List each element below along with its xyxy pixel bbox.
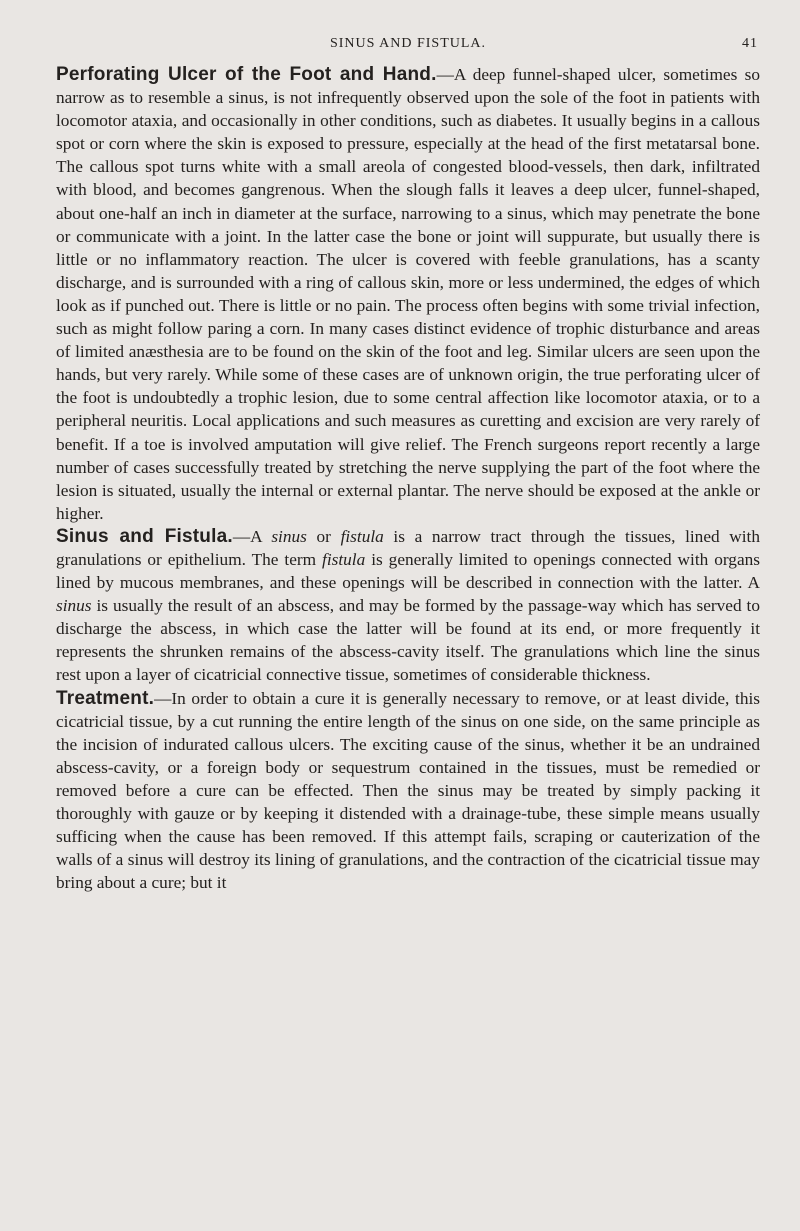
italic-term: sinus (56, 596, 92, 616)
italic-term: fistula (340, 526, 384, 546)
running-title: SINUS AND FISTULA. (329, 36, 487, 51)
paragraph-perforating-ulcer (56, 63, 760, 525)
text-run: or (306, 526, 341, 546)
text-run: is a narrow tract through the tissues, lined with granulations or epithelium. The term (56, 526, 761, 569)
italic-term: fistula (322, 549, 366, 569)
section-heading: Perforating Ulcer of the Foot and Hand. (56, 64, 437, 85)
paragraph-text: —A deep funnel-shaped ulcer, sometimes so narrow as to resemble a sinus, is not infrequently observed upon the sole of the foot in patients with locomotor ataxia, and occasionally in other conditions, such as diabetes. It usually begins in a callous spot or corn where the skin is exposed to pressure, especially at the head of the first metatarsal bone. The callous spot turns white with a small areola of congested blood-vessels, then dark, infiltrated with blood, and becomes gangrenous. When the slough falls it leaves a deep ulcer, funnel-shaped, about one-half an inch in diameter at the surface, narrowing to a sinus, which may penetrate the bone or communicate with a joint. In the latter case the bone or joint will suppurate, but usually there is little or no inflammatory reaction. The ulcer is covered with feeble granulations, has a scanty discharge, and is surrounded with a ring of callous skin, more or less undermined, the edges of which look as if punched out. There is little or no pain. The process often begins with some trivial infection, such as might follow paring a corn. In many cases distinct evidence of trophic disturbance and areas of limited anæsthesia are to be found on the skin of the foot and leg. Similar ulcers are seen upon the hands, but very rarely. While some of these cases are of unknown origin, the true perforating ulcer of the foot is undoubtedly a trophic lesion, due to some central affection like locomotor ataxia, or to a peripheral neuritis. Local applications and such measures as curetting and excision are very rarely of benefit. If a toe is involved amputation will give relief. The French surgeons report recently a large number of cases successfully treated by stretching the nerve supplying the part of the foot where the lesion is situated, usually the internal or external plantar. The nerve should be exposed at the ankle or higher. (56, 65, 760, 523)
running-head (56, 36, 760, 58)
text-run: is generally limited to openings connected with organs lined by mucous membranes, and these openings will be described in connection with the latter. A (56, 549, 760, 593)
paragraph-treatment (56, 687, 760, 895)
text-run: —A (232, 526, 272, 546)
body-text (56, 63, 760, 894)
section-heading: Treatment. (56, 687, 155, 709)
text-run: is usually the result of an abscess, and may be formed by the passage-way which has served to discharge the abscess, in which case the latter will be found at its end, or more frequently it represents the shrunken remains of the abscess-cavity itself. The granulations which line the sinus rest upon a layer of cicatricial connective tissue, sometimes of considerable thickness. (56, 596, 760, 685)
section-heading: Sinus and Fistula. (56, 525, 233, 547)
italic-term: sinus (271, 526, 307, 546)
paragraph-sinus-fistula (56, 525, 760, 687)
paragraph-text: —In order to obtain a cure it is generally necessary to remove, or at least divide, this cicatricial tissue, by a cut running the entire length of the sinus on one side, on the same principle as the incision of indurated callous ulcers. The exciting cause of the sinus, whether it be an undrained abscess-cavity, or a foreign body or sequestrum contained in the tissues, must be remedied or removed before a cure can be effected. Then the sinus may be treated by simply packing it thoroughly with gauze or by keeping it distended with a drainage-tube, these simple means usually sufficing when the cause has been removed. If this attempt fails, scraping or cauterization of the walls of a sinus will destroy its lining of granulations, and the contraction of the cicatricial tissue may bring about a cure; but it (56, 688, 760, 893)
page-number: 41 (742, 36, 758, 51)
